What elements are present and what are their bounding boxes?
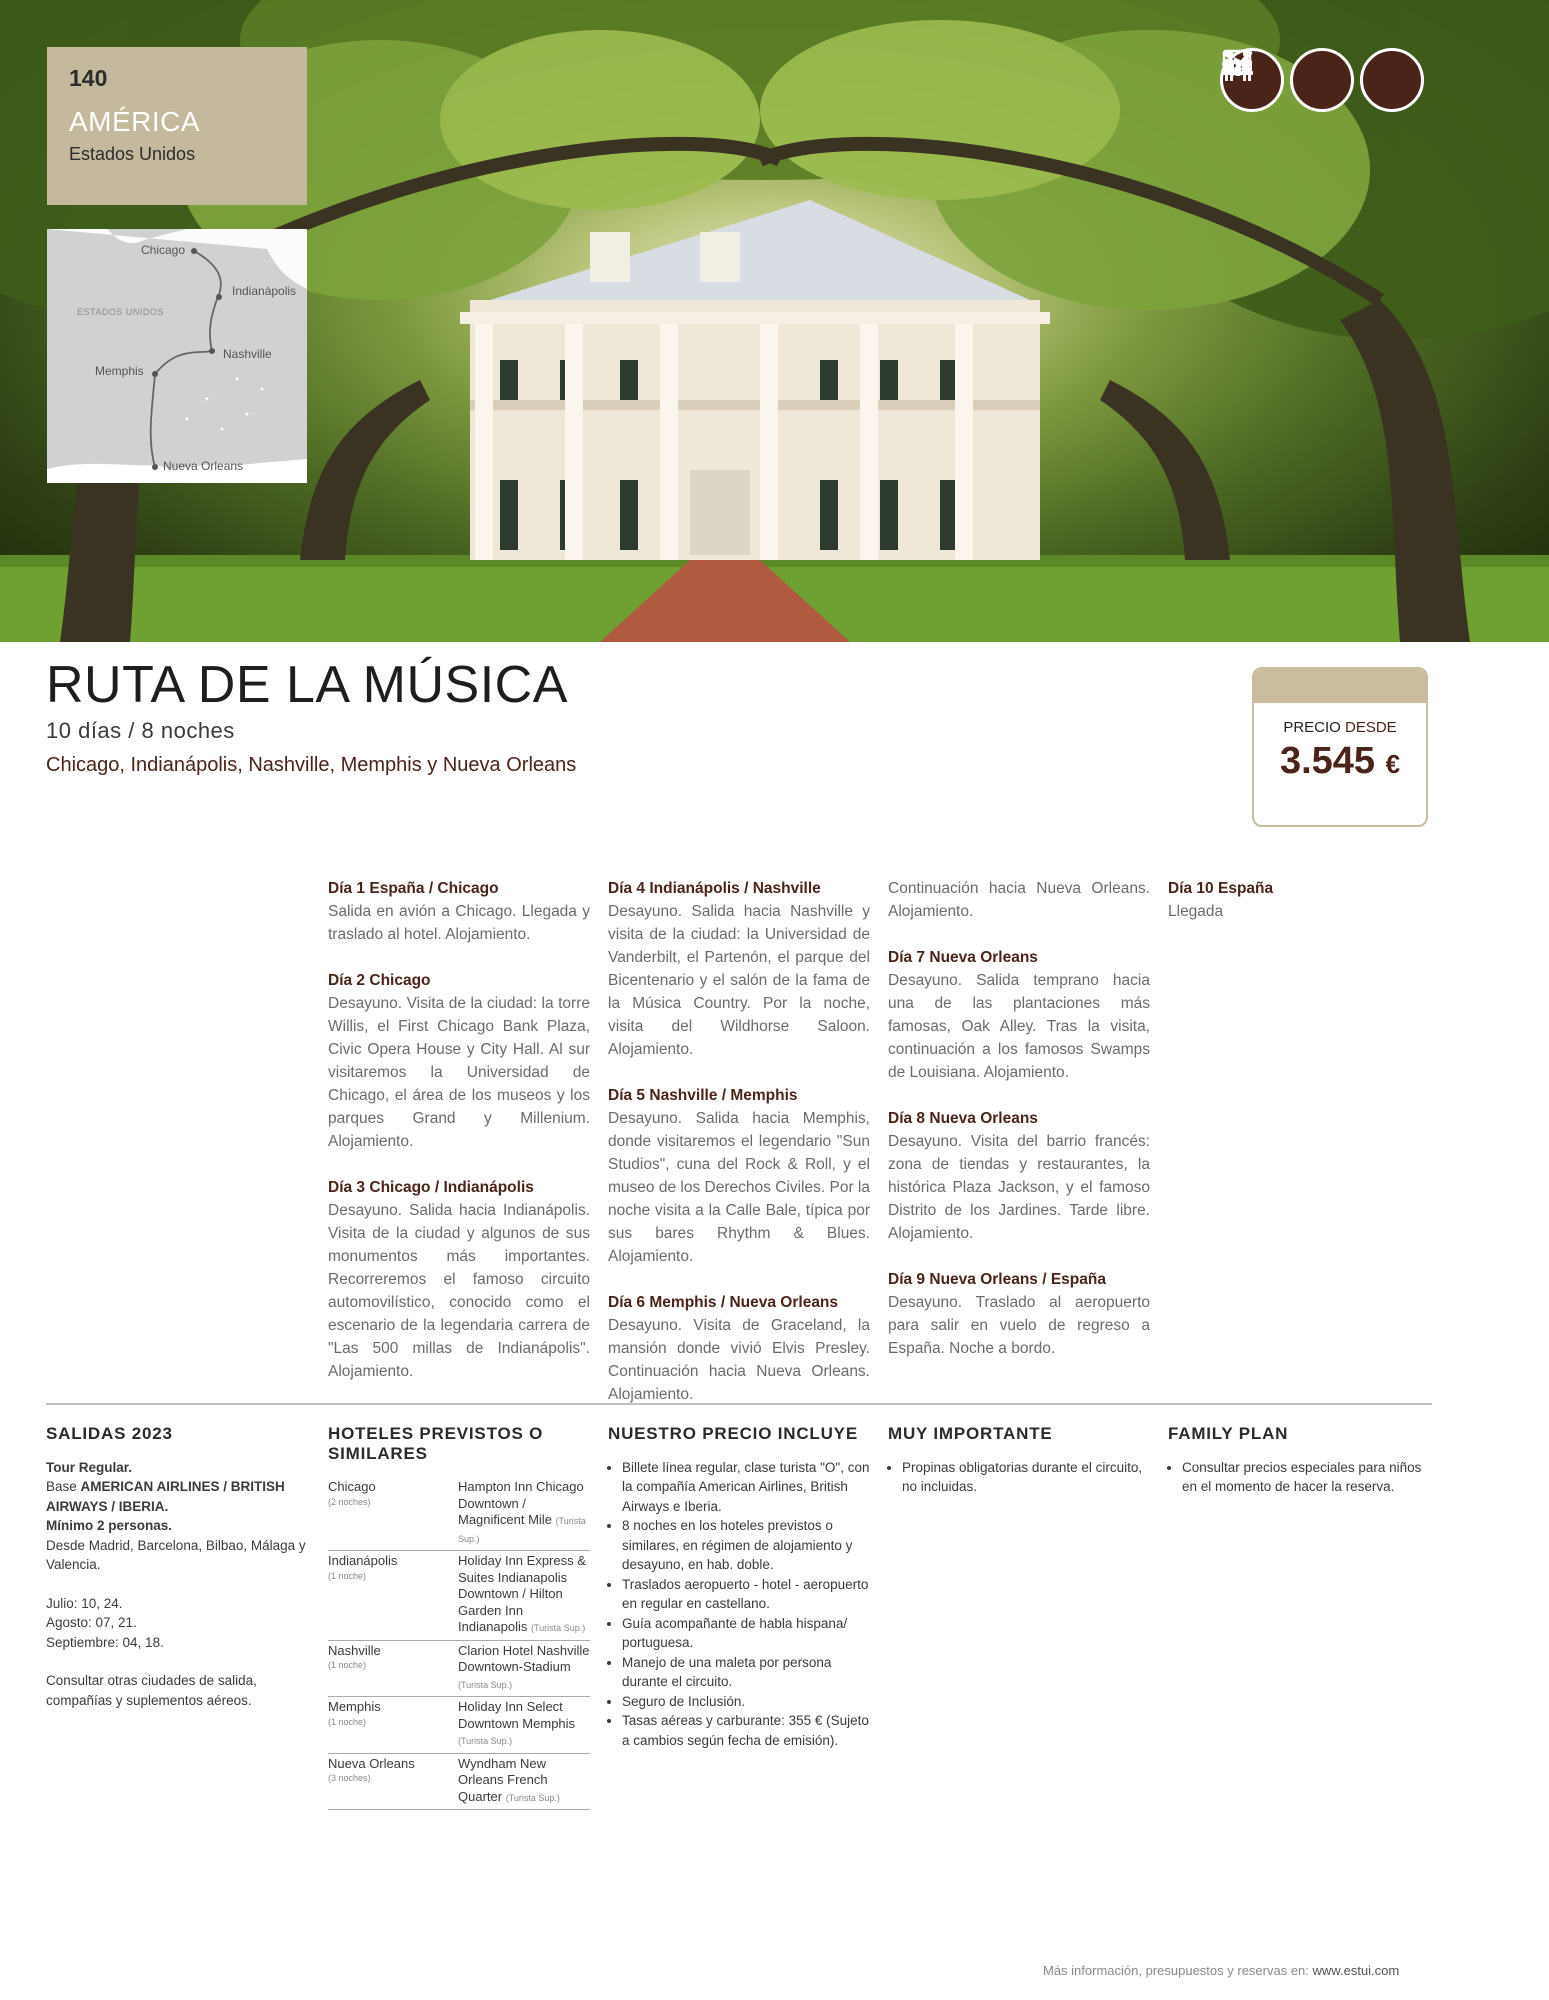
map-label-nueva-orleans: Nueva Orleans: [163, 459, 244, 473]
table-row: [328, 1477, 590, 1551]
day-title: Memphis / Nueva Orleans: [649, 1294, 839, 1311]
day-number: Día 3: [328, 1179, 366, 1196]
hotels-table: [328, 1477, 590, 1810]
departures-heading: SALIDAS 2023: [46, 1424, 173, 1443]
day-title: Chicago: [369, 972, 431, 989]
route-map: [47, 229, 307, 483]
price-label: [1254, 719, 1426, 736]
family-plan-section: [1168, 1424, 1430, 1497]
tour-route: Chicago, Indianápolis, Nashville, Memphis y Nueva Orleans: [46, 754, 577, 776]
important-list: [888, 1458, 1150, 1497]
important-heading: MUY IMPORTANTE: [888, 1424, 1053, 1443]
price-label-text: PRECIO: [1283, 719, 1341, 736]
table-row: [328, 1697, 590, 1754]
list-item: • Billete línea regular, clase turista "O", con la compañía American Airlines, British Airways e Iberia.: [622, 1458, 870, 1517]
family-plan-heading: FAMILY PLAN: [1168, 1424, 1289, 1443]
hotel-nights: (1 noche): [328, 1570, 367, 1581]
base-prefix: Base: [46, 1479, 77, 1494]
footer-text: Más información, presupuestos y reservas en:: [1043, 1963, 1309, 1978]
tour-duration: 10 días / 8 noches: [46, 718, 235, 743]
departures-section: [46, 1424, 308, 1710]
includes-list: [608, 1458, 870, 1751]
map-country-label: ESTADOS UNIDOS: [77, 307, 164, 317]
table-row: [328, 1551, 590, 1641]
day-number: Día 1: [328, 880, 366, 897]
hotel-nights: (2 noches): [328, 1496, 371, 1507]
table-row: [328, 1640, 590, 1697]
day-text: Desayuno. Salida hacia Indianápolis. Visita de la ciudad y algunos de sus monumentos más importantes. Recorreremos el famoso circuito automovilístico, conocido como el escenario de la legendaria carrera de "Las 500 millas de Indianápolis". Alojamiento.: [328, 1202, 590, 1380]
day-text: Desayuno. Salida hacia Nashville y visita de la ciudad: la Universidad de Vanderbilt, el Partenón, el parque del Bicentenario y el salón de la fama de la Música Country. Por la noche, visita del Wildhorse Saloon. Alojamiento.: [608, 903, 870, 1058]
hotel-city: Chicago: [328, 1479, 376, 1494]
day-text: Desayuno. Visita de Graceland, la mansión donde vivió Elvis Presley. Continuación hacia Nueva Orleans. Alojamiento.: [608, 1317, 870, 1403]
day-item: [888, 946, 1150, 1084]
day-item: [888, 1268, 1150, 1360]
price-value: 3.545: [1279, 740, 1376, 782]
map-label-chicago: Chicago: [141, 243, 186, 257]
map-label-nashville: Nashville: [223, 347, 272, 361]
departure-date: Agosto: 07, 21.: [46, 1615, 137, 1630]
check-icon: [1290, 48, 1354, 112]
footer: [1043, 1963, 1399, 1978]
day-item: [328, 969, 590, 1153]
includes-heading: NUESTRO PRECIO INCLUYE: [608, 1424, 858, 1443]
hotel-name: Hampton Inn Chicago Downtown / Magnificent Mile: [458, 1479, 584, 1527]
hotel-category: (Turista Sup.): [458, 1736, 513, 1746]
hero-image: [0, 0, 1549, 642]
price-box-header: [1254, 669, 1426, 703]
table-row: [328, 1753, 590, 1810]
day-title: Nueva Orleans / España: [929, 1271, 1106, 1288]
day-text: Salida en avión a Chicago. Llegada y traslado al hotel. Alojamiento.: [328, 903, 590, 943]
region-label: AMÉRICA: [69, 106, 201, 137]
hotel-city: Nueva Orleans: [328, 1755, 415, 1771]
base-airlines: AMERICAN AIRLINES / BRITISH AIRWAYS / IBERIA.: [46, 1479, 285, 1514]
itinerary-column-1: [328, 877, 590, 1406]
footer-link[interactable]: www.estui.com: [1312, 1963, 1400, 1978]
section-divider: [46, 1403, 1432, 1405]
destination-badge: [47, 47, 307, 205]
day-number: Día 5: [608, 1087, 646, 1104]
list-item: • 8 noches en los hoteles previstos o similares, en régimen de alojamiento y desayuno, en hab. doble.: [622, 1516, 870, 1575]
day-title: Nashville / Memphis: [649, 1087, 798, 1104]
minimum-people: Mínimo 2 personas.: [46, 1518, 173, 1533]
list-item: • Consultar precios especiales para niños en el momento de hacer la reserva.: [1182, 1458, 1430, 1497]
price-currency: €: [1385, 749, 1401, 779]
day-title: Nueva Orleans: [929, 1110, 1038, 1127]
list-item: • Propinas obligatorias durante el circuito, no incluidas.: [902, 1458, 1150, 1497]
day-number: Día 4: [608, 880, 646, 897]
hotel-category: (Turista Sup.): [531, 1623, 586, 1633]
feature-icons: [1220, 48, 1424, 112]
day-title: Indianápolis / Nashville: [649, 880, 821, 897]
list-item: • Tasas aéreas y carburante: 355 € (Sujeto a cambios según fecha de emisión).: [622, 1711, 870, 1750]
hotel-category: (Turista Sup.): [458, 1516, 586, 1544]
day-item: [608, 877, 870, 1061]
day-text: Desayuno. Traslado al aeropuerto para salir en vuelo de regreso a España. Noche a bordo.: [888, 1294, 1150, 1357]
day-item: [328, 877, 590, 946]
hotel-name: Clarion Hotel Nashville Downtown-Stadium: [458, 1642, 590, 1674]
itinerary-column-2: [608, 877, 870, 1429]
price-label-from: DESDE: [1345, 719, 1397, 736]
day-title: España / Chicago: [369, 880, 499, 897]
hotel-name: Holiday Inn Express & Suites Indianapolis Downtown / Hilton Garden Inn Indianapolis: [458, 1553, 586, 1634]
day-title: Nueva Orleans: [929, 949, 1038, 966]
tour-title: RUTA DE LA MÚSICA: [46, 656, 568, 714]
list-item: • Traslados aeropuerto - hotel - aeropuerto en regular en castellano.: [622, 1575, 870, 1614]
list-item: • Guía acompañante de habla hispana/ portuguesa.: [622, 1614, 870, 1653]
day-item: [608, 1084, 870, 1268]
departure-date: Septiembre: 04, 18.: [46, 1634, 164, 1650]
family-plan-list: [1168, 1458, 1430, 1497]
tour-type: Tour Regular.: [46, 1459, 133, 1475]
departures-note: Consultar otras ciudades de salida, compañías y suplementos aéreos.: [46, 1673, 257, 1708]
day-item: [1168, 877, 1430, 923]
departure-date: Julio: 10, 24.: [46, 1595, 123, 1611]
day-6-continuation: Continuación hacia Nueva Orleans. Alojamiento.: [888, 880, 1150, 920]
hotel-city: Memphis: [328, 1699, 381, 1714]
list-item: • Seguro de Inclusión.: [622, 1692, 870, 1712]
includes-section: [608, 1424, 870, 1750]
hotel-nights: (3 noches): [328, 1773, 371, 1783]
hotels-section: [328, 1424, 590, 1810]
family-icon: [1360, 48, 1424, 112]
itinerary-column-4: [1168, 877, 1430, 946]
day-title: Chicago / Indianápolis: [369, 1179, 534, 1196]
day-text: Desayuno. Visita de la ciudad: la torre Willis, el First Chicago Bank Plaza, Civic Opera House y City Hall. Al sur visitaremos la Universidad de Chicago, el área de los museos y los parques Grand y Millenium. Alojamiento.: [328, 995, 590, 1150]
day-number: Día 8: [888, 1110, 926, 1127]
day-item: [608, 1291, 870, 1406]
day-number: Día 6: [608, 1294, 646, 1311]
day-number: Día 9: [888, 1271, 926, 1288]
day-text: Desayuno. Salida temprano hacia una de las plantaciones más famosas, Oak Alley. Tras la visita, continuación a los famosos Swamps de Louisiana. Alojamiento.: [888, 972, 1150, 1081]
day-number: Día 10: [1168, 880, 1214, 897]
hotel-name: Holiday Inn Select Downtown Memphis: [458, 1699, 576, 1731]
day-item: [888, 1107, 1150, 1245]
day-number: Día 2: [328, 972, 366, 989]
map-label-memphis: Memphis: [95, 364, 144, 378]
page-number: 140: [69, 65, 108, 91]
hotel-nights: (1 noche): [328, 1716, 367, 1727]
day-item: [328, 1176, 590, 1383]
hotels-heading: HOTELES PREVISTOS O SIMILARES: [328, 1424, 544, 1463]
hotel-city: Nashville: [328, 1642, 381, 1658]
price-amount: [1254, 740, 1426, 783]
price-box: [1252, 667, 1428, 827]
day-text: Desayuno. Salida hacia Memphis, donde visitaremos el legendario "Sun Studios", cuna del Rock & Roll, y el museo de los Derechos Civiles. Por la noche visita a la Calle Bale, típica por sus bares Rhythm & Blues. Alojamiento.: [608, 1110, 870, 1265]
day-number: Día 7: [888, 949, 926, 966]
map-label-indianapolis: Indianápolis: [232, 284, 297, 298]
day-title: España: [1217, 880, 1274, 897]
hotel-category: (Turista Sup.): [458, 1679, 513, 1690]
itinerary-column-3: [888, 877, 1150, 1383]
day-text: Llegada: [1168, 903, 1224, 920]
hotel-nights: (1 noche): [328, 1660, 367, 1670]
list-item: • Manejo de una maleta por persona durante el circuito.: [622, 1653, 870, 1692]
departure-origins: Desde Madrid, Barcelona, Bilbao, Málaga y Valencia.: [46, 1537, 306, 1572]
important-section: [888, 1424, 1150, 1497]
hotel-category: (Turista Sup.): [505, 1792, 560, 1803]
hotel-city: Indianápolis: [328, 1553, 398, 1568]
country-label: Estados Unidos: [69, 144, 196, 164]
day-text: Desayuno. Visita del barrio francés: zona de tiendas y restaurantes, la histórica Plaza Jackson, y el famoso Distrito de los Jardines. Tarde libre. Alojamiento.: [888, 1133, 1150, 1242]
hotel-name: Wyndham New Orleans French Quarter: [458, 1755, 548, 1804]
